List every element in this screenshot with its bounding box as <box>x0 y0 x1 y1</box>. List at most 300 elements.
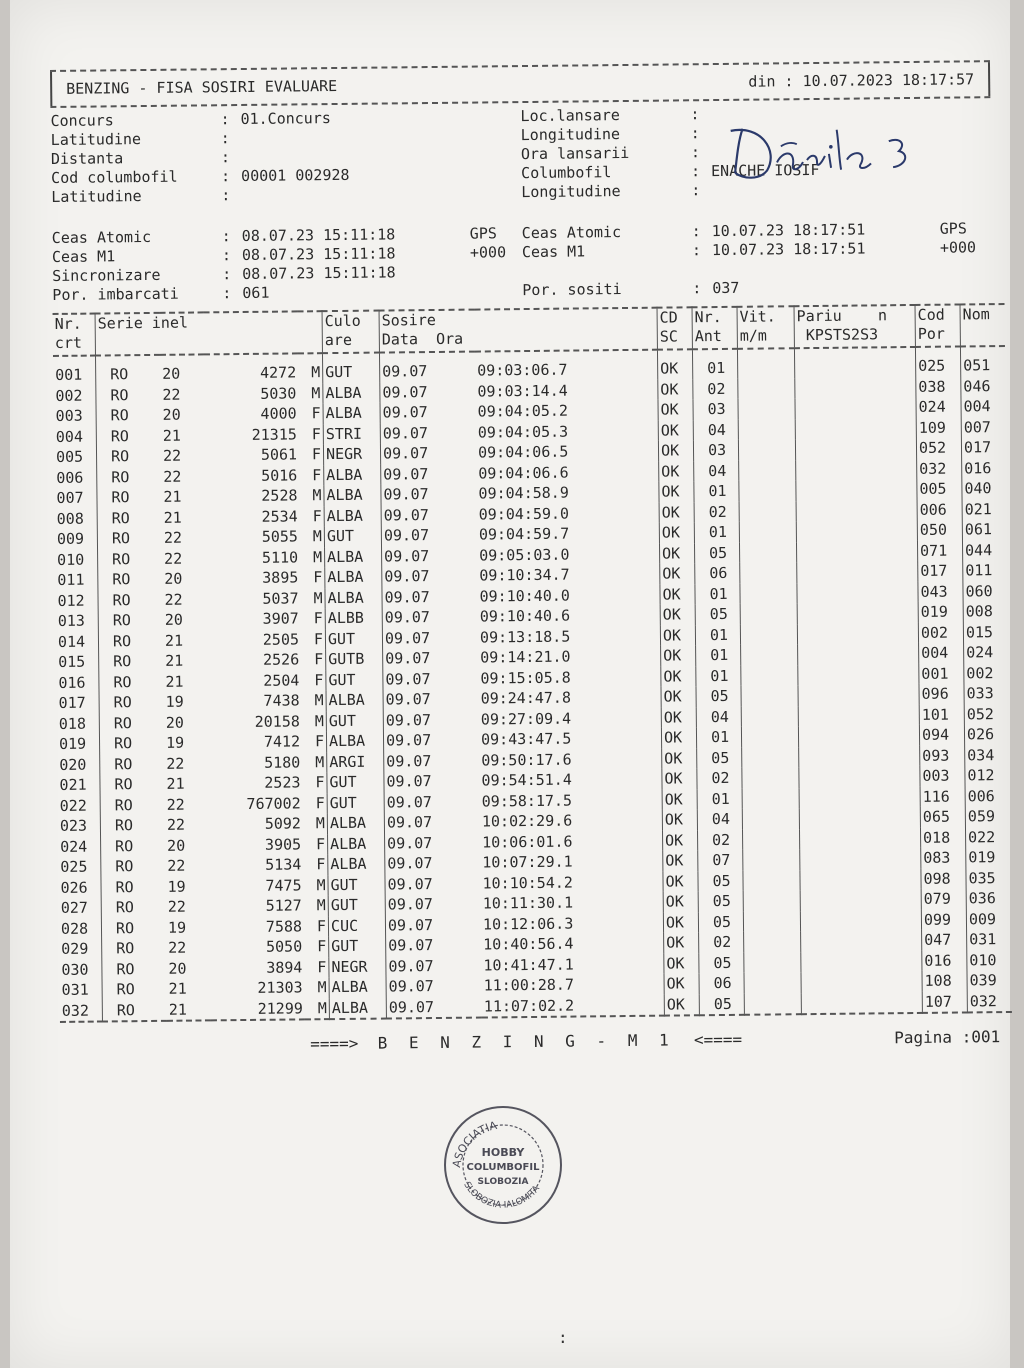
cell-ring: 5134 <box>265 855 302 874</box>
cell-time: 09:24:47.8 <box>480 688 572 708</box>
cell-ring: 5092 <box>264 814 301 833</box>
cell-date: 09.07 <box>384 812 480 833</box>
cell-year: 20 <box>164 610 183 629</box>
cell-country: RO <box>96 446 161 467</box>
cell-time: 09:43:47.5 <box>480 729 572 749</box>
cell-country: RO <box>99 671 164 692</box>
cell-vit <box>740 603 797 624</box>
cell-nrant: 01 <box>695 624 740 645</box>
cell-color: CUC <box>328 915 385 936</box>
cell-color: ALBA <box>327 813 384 834</box>
cell-nom: 046 <box>961 376 1006 397</box>
cell-ring: 5061 <box>260 445 298 464</box>
cell-nrant: 01 <box>694 481 739 502</box>
cell-cdsc: OK <box>659 461 694 482</box>
cell-codpor: 038 <box>916 376 961 397</box>
cell-nom: 061 <box>962 519 1007 540</box>
cell-date: 09.07 <box>385 914 481 935</box>
cell-time: 10:40:56.4 <box>483 934 574 954</box>
cell-pariu <box>801 930 922 952</box>
cell-codpor: 116 <box>920 786 965 807</box>
cell-pariu <box>796 540 917 562</box>
info-left-row: Latitudine : <box>51 126 521 150</box>
cell-nr: 001 <box>55 365 83 384</box>
cell-sex: F <box>316 916 327 935</box>
cell-time: 10:07:29.1 <box>482 852 573 872</box>
cell-ring: 2504 <box>263 670 300 690</box>
cell-sex: M <box>313 588 323 607</box>
cell-ring: 2523 <box>264 773 301 792</box>
cell-nrant: 04 <box>697 809 742 830</box>
cell-country: RO <box>100 794 165 815</box>
cell-cdsc: OK <box>662 830 697 851</box>
svg-text:SLOBOZIA-IALOMITA: SLOBOZIA-IALOMITA <box>461 1180 543 1211</box>
cell-nom: 031 <box>967 929 1012 950</box>
cell-country: RO <box>96 384 161 405</box>
cell-color: ALBA <box>329 977 386 998</box>
info-right-key: Longitudine <box>521 182 621 202</box>
cell-date: 09.07 <box>382 607 478 628</box>
cell-sex: M <box>314 711 324 730</box>
cell-date: 09.07 <box>385 894 481 915</box>
cell-date: 09.07 <box>379 352 475 382</box>
cell-color: GUT <box>328 895 385 916</box>
cell-time: 09:58:17.5 <box>481 791 573 811</box>
cell-codpor: 052 <box>916 437 961 458</box>
cell-nom: 016 <box>962 458 1007 479</box>
cell-time: 10:41:47.1 <box>483 955 574 975</box>
cell-vit <box>741 706 798 727</box>
cell-sex: M <box>314 691 324 710</box>
cell-country: RO <box>98 548 163 569</box>
cell-nom: 035 <box>966 867 1011 888</box>
cell-nr: 020 <box>59 755 87 774</box>
cell-year: 20 <box>162 405 181 424</box>
cell-country: RO <box>102 958 167 979</box>
cell-year: 22 <box>163 528 183 547</box>
cell-color: STRI <box>323 423 380 444</box>
cell-cdsc: OK <box>664 973 699 994</box>
cell-pariu <box>795 417 916 439</box>
cell-nr: 004 <box>55 427 84 446</box>
cell-pariu <box>800 868 921 890</box>
cell-vit <box>739 501 796 522</box>
cell-nr: 022 <box>59 796 87 815</box>
cell-vit <box>744 952 801 973</box>
cell-codpor: 006 <box>917 499 962 520</box>
cell-nrant: 01 <box>696 727 741 748</box>
cell-nr: 024 <box>60 837 88 856</box>
cell-vit <box>741 726 798 747</box>
cell-nrant: 05 <box>694 542 739 563</box>
col-vit: Vit. m/m <box>737 306 794 349</box>
col-nom: Nom <box>960 304 1005 346</box>
cell-pariu <box>801 991 922 1014</box>
cell-country: RO <box>100 774 165 795</box>
cell-cdsc: OK <box>658 420 693 441</box>
info-left-key: Cod columbofil <box>51 167 178 187</box>
cell-ring: 5127 <box>265 896 302 915</box>
cell-time: 10:06:01.6 <box>482 832 573 852</box>
cell-codpor: 025 <box>915 346 960 376</box>
cell-nrant: 05 <box>698 891 743 912</box>
cell-ring: 5016 <box>261 465 298 485</box>
cell-year: 22 <box>164 549 183 568</box>
cell-year: 20 <box>162 364 181 383</box>
cell-nr: 002 <box>55 386 83 405</box>
cell-year: 22 <box>164 590 183 609</box>
info-left-row: Distanta : <box>51 145 521 169</box>
cell-nom: 044 <box>962 540 1007 561</box>
cell-nrant: 02 <box>697 768 742 789</box>
cell-nom: 024 <box>964 642 1009 663</box>
cell-color: GUTB <box>326 649 383 670</box>
svg-text:HOBBY: HOBBY <box>481 1146 525 1159</box>
cell-codpor: 018 <box>920 827 965 848</box>
cell-cdsc: OK <box>662 809 697 830</box>
cell-vit <box>739 480 796 501</box>
cell-nr: 030 <box>61 960 89 979</box>
cell-vit <box>740 583 797 604</box>
cell-time: 10:12:06.3 <box>482 914 574 934</box>
cell-year: 21 <box>168 979 187 998</box>
cell-nom: 002 <box>964 662 1009 683</box>
cell-nom: 032 <box>967 990 1012 1012</box>
col-nr-ant: Nr. Ant <box>692 307 737 349</box>
cell-nr: 026 <box>60 878 88 897</box>
cell-ring: 5055 <box>261 527 298 546</box>
cell-color: ALBA <box>328 854 385 875</box>
printed-page <box>10 0 1010 1368</box>
cell-color: ALBA <box>328 833 385 854</box>
cell-codpor: 098 <box>921 868 966 889</box>
cell-nrant: 05 <box>698 911 743 932</box>
cell-nrant: 01 <box>696 665 741 686</box>
info-right-row: Ora lansarii : <box>521 140 991 164</box>
cell-color: ALBA <box>324 464 381 485</box>
cell-nr: 008 <box>56 509 84 528</box>
cell-cdsc: OK <box>663 912 698 933</box>
info-right-row: Longitudine : <box>521 178 991 202</box>
cell-year: 19 <box>165 692 184 711</box>
col-cod-por: Cod Por <box>915 304 960 346</box>
cell-color: GUT <box>327 772 384 793</box>
col-culoare: Culo are <box>322 311 379 354</box>
cell-nrant: 05 <box>697 747 742 768</box>
col-cd-sc: CD SC <box>657 307 692 349</box>
cell-pariu <box>798 725 919 747</box>
cell-cdsc: OK <box>659 502 694 523</box>
cell-color: ARGI <box>327 751 384 772</box>
info-left-key: Distanta <box>50 149 124 168</box>
cell-ring: 5180 <box>264 752 301 772</box>
cell-nr: 032 <box>61 1001 90 1020</box>
cell-pariu <box>799 827 920 849</box>
cell-cdsc: OK <box>662 768 697 789</box>
cell-time: 09:10:40.6 <box>479 606 571 626</box>
cell-pariu <box>800 848 921 870</box>
cell-date: 09.07 <box>386 955 482 976</box>
cell-pariu <box>795 376 916 398</box>
cell-time: 09:04:58.9 <box>478 483 569 503</box>
cell-time: 09:04:06.5 <box>477 442 569 462</box>
cell-ring: 2505 <box>262 629 300 649</box>
cell-nr: 013 <box>57 611 85 630</box>
cell-sex: F <box>311 445 322 464</box>
cell-country: RO <box>100 753 165 774</box>
cell-pariu <box>801 971 922 993</box>
cell-pariu <box>799 745 920 767</box>
cell-year: 22 <box>167 897 186 916</box>
cell-codpor: 002 <box>918 622 963 643</box>
cell-year: 22 <box>162 446 182 465</box>
cell-cdsc: OK <box>660 604 695 625</box>
cell-nom: 017 <box>961 437 1006 458</box>
cell-date: 09.07 <box>382 627 478 648</box>
cell-nrant: 01 <box>692 349 737 379</box>
cell-nr: 031 <box>61 980 89 999</box>
cell-ring: 5050 <box>265 937 303 956</box>
cell-color: ALBA <box>325 546 382 567</box>
cell-year: 21 <box>164 631 184 650</box>
cell-ring: 3894 <box>266 957 303 977</box>
cell-year: 20 <box>165 713 184 732</box>
cell-cdsc: OK <box>661 727 696 748</box>
info-left-key: Latitudine <box>50 130 142 149</box>
info-right-row: Longitudine : <box>521 121 991 145</box>
cell-country: RO <box>96 425 161 446</box>
cell-cdsc: OK <box>659 481 694 502</box>
cell-year: 22 <box>163 467 182 486</box>
cell-sex: M <box>317 978 327 997</box>
cell-color: ALBB <box>325 608 382 629</box>
cell-codpor: 079 <box>921 888 966 909</box>
info-right-row: Columbofil : ENACHE IOSIF <box>521 159 991 183</box>
cell-nr: 023 <box>59 816 88 835</box>
cell-pariu <box>798 643 919 665</box>
cell-nom: 010 <box>967 949 1012 970</box>
cell-sex: F <box>315 834 326 853</box>
cell-color: NEGR <box>329 956 386 977</box>
cell-sex: F <box>314 650 324 669</box>
cell-ring: 5110 <box>261 547 299 567</box>
col-sosire: Sosire Data Ora <box>379 308 657 353</box>
cell-vit <box>742 767 799 788</box>
cell-time: 09:54:51.4 <box>481 770 572 790</box>
cell-pariu <box>796 458 917 480</box>
cell-codpor: 004 <box>919 642 964 663</box>
cell-sex: M <box>312 486 322 505</box>
cell-year: 19 <box>167 918 187 937</box>
cell-vit <box>742 808 799 829</box>
cell-year: 21 <box>163 487 182 506</box>
cell-nom: 060 <box>963 581 1008 602</box>
cell-time: 09:03:06.7 <box>477 360 568 380</box>
cell-color: GUT <box>327 792 384 813</box>
cell-ring: 7588 <box>265 916 303 936</box>
cell-year: 22 <box>162 385 181 404</box>
info-left-column <box>50 107 521 207</box>
table-body <box>53 346 1012 1022</box>
cell-nr: 003 <box>55 406 83 425</box>
cell-codpor: 047 <box>922 929 967 950</box>
cell-nrant: 03 <box>693 399 738 420</box>
cell-time: 09:04:59.0 <box>478 504 570 524</box>
m1-clock-row: Ceas M1 : 08.07.23 15:11:18 +000 Ceas M1 : 10.07.23 18:17:51 +000 <box>51 238 977 266</box>
cell-color: ALBA <box>326 731 383 752</box>
cell-country: RO <box>98 589 163 610</box>
cell-date: 09.07 <box>385 873 481 894</box>
cell-sex: F <box>313 568 323 587</box>
cell-nom: 009 <box>966 908 1011 929</box>
cell-codpor: 019 <box>918 601 963 622</box>
cell-country: RO <box>101 835 166 856</box>
cell-pariu <box>801 950 922 972</box>
cell-pariu <box>799 766 920 788</box>
cell-color: ALBA <box>323 382 380 403</box>
cell-color: GUT <box>326 710 383 731</box>
cell-time: 10:10:54.2 <box>482 873 573 893</box>
cell-sex: F <box>312 465 322 484</box>
cell-sex: F <box>311 404 321 423</box>
cell-codpor: 101 <box>919 704 964 725</box>
cell-nr: 016 <box>58 673 86 692</box>
cell-sex: F <box>316 855 326 874</box>
cell-nom: 039 <box>967 970 1012 991</box>
cell-cdsc: OK <box>663 871 698 892</box>
cell-sex: F <box>315 773 325 792</box>
cell-color: GUT <box>322 353 379 383</box>
cell-year: 22 <box>166 754 185 773</box>
cell-nr: 010 <box>57 550 85 569</box>
cell-color: GUT <box>328 874 385 895</box>
cell-nom: 051 <box>960 346 1005 376</box>
cell-color: NEGR <box>323 444 380 465</box>
cell-vit <box>742 829 799 850</box>
cell-year: 21 <box>168 1000 187 1019</box>
cell-country: RO <box>102 979 167 1000</box>
cell-pariu <box>798 663 919 685</box>
cell-vit <box>737 348 794 378</box>
cell-nr: 028 <box>60 919 89 938</box>
cell-codpor: 032 <box>917 458 962 479</box>
cell-ring: 3895 <box>262 568 299 587</box>
cell-nr: 014 <box>57 632 86 651</box>
cell-nom: 059 <box>965 806 1010 827</box>
cell-nr: 017 <box>58 693 86 712</box>
cell-nrant: 01 <box>697 788 742 809</box>
cell-pariu <box>796 479 917 501</box>
cell-year: 22 <box>166 795 185 814</box>
cell-time: 09:15:05.8 <box>480 668 571 688</box>
report-date: din : 10.07.2023 18:17:57 <box>748 70 975 91</box>
cell-date: 09.07 <box>381 484 477 505</box>
cell-vit <box>739 521 796 542</box>
cell-nrant: 04 <box>696 706 741 727</box>
cell-vit <box>739 460 796 481</box>
cell-sex: F <box>317 937 327 956</box>
cell-color: ALBA <box>324 505 381 526</box>
cell-nrant: 06 <box>699 973 744 994</box>
cell-ring: 5037 <box>262 588 299 608</box>
cell-vit <box>744 972 801 993</box>
cell-date: 09.07 <box>381 525 477 546</box>
cell-country: RO <box>99 712 164 733</box>
cell-codpor: 096 <box>919 683 964 704</box>
cell-date: 09.07 <box>380 381 476 402</box>
atomic-clock-row: Ceas Atomic : 08.07.23 15:11:18 GPS Ceas Atomic : 10.07.23 18:17:51 GPS <box>51 219 967 247</box>
cell-nr: 012 <box>57 591 85 610</box>
cell-cdsc: OK <box>661 686 696 707</box>
cell-nom: 033 <box>964 683 1009 704</box>
cell-nom: 006 <box>965 785 1010 806</box>
cell-ring: 4272 <box>259 363 297 382</box>
cell-cdsc: OK <box>663 891 698 912</box>
cell-year: 22 <box>167 856 186 875</box>
cell-codpor: 005 <box>917 478 962 499</box>
info-left-value: 01.Concurs <box>240 109 331 129</box>
cell-time: 11:00:28.7 <box>483 975 575 995</box>
cell-date: 09.07 <box>384 771 480 792</box>
cell-codpor: 071 <box>917 540 962 561</box>
cell-sex: M <box>312 527 322 546</box>
info-right-key: Longitudine <box>520 125 621 145</box>
cell-nr: 025 <box>60 857 88 876</box>
cell-date: 09.07 <box>386 935 482 956</box>
cell-ring: 2526 <box>262 650 300 669</box>
cell-ring: 7475 <box>265 875 302 895</box>
cell-codpor: 050 <box>917 519 962 540</box>
cell-country: RO <box>97 507 162 528</box>
cell-codpor: 001 <box>919 663 964 684</box>
cell-nr: 015 <box>58 652 86 671</box>
cell-vit <box>741 644 798 665</box>
info-left-key: Concurs <box>50 111 114 130</box>
cell-date: 09.07 <box>384 750 480 771</box>
cell-nom: 007 <box>961 417 1006 438</box>
svg-text:COLUMBOFIL: COLUMBOFIL <box>466 1162 540 1173</box>
cell-ring: 2534 <box>261 506 298 526</box>
cell-nrant: 02 <box>694 501 739 522</box>
cell-country: RO <box>98 610 163 631</box>
cell-date: 09.07 <box>383 689 479 710</box>
cell-country: RO <box>98 630 163 651</box>
cell-time: 10:02:29.6 <box>481 811 573 831</box>
cell-nom: 015 <box>963 622 1008 643</box>
cell-pariu <box>799 807 920 829</box>
cell-nr: 027 <box>60 898 88 917</box>
cell-cdsc: OK <box>662 789 697 810</box>
cell-cdsc: OK <box>664 932 699 953</box>
cell-sex: M <box>316 875 326 894</box>
cell-date: 09.07 <box>383 668 479 689</box>
page-footer <box>60 1027 1000 1056</box>
cell-color: ALBA <box>323 403 380 424</box>
cell-pariu <box>796 520 917 542</box>
cell-country: RO <box>99 651 164 672</box>
cell-nrant: 05 <box>699 993 744 1015</box>
cell-vit <box>739 542 796 563</box>
cell-cdsc: OK <box>661 645 696 666</box>
cell-sex: M <box>315 752 325 771</box>
cell-date: 09.07 <box>383 730 479 751</box>
cell-nom: 004 <box>961 396 1006 417</box>
cell-time: 09:13:18.5 <box>479 627 571 647</box>
cell-date: 09.07 <box>382 566 478 587</box>
report-title: BENZING - FISA SOSIRI EVALUARE <box>66 76 338 98</box>
cell-codpor: 003 <box>920 765 965 786</box>
info-right-key: Columbofil <box>521 163 612 183</box>
